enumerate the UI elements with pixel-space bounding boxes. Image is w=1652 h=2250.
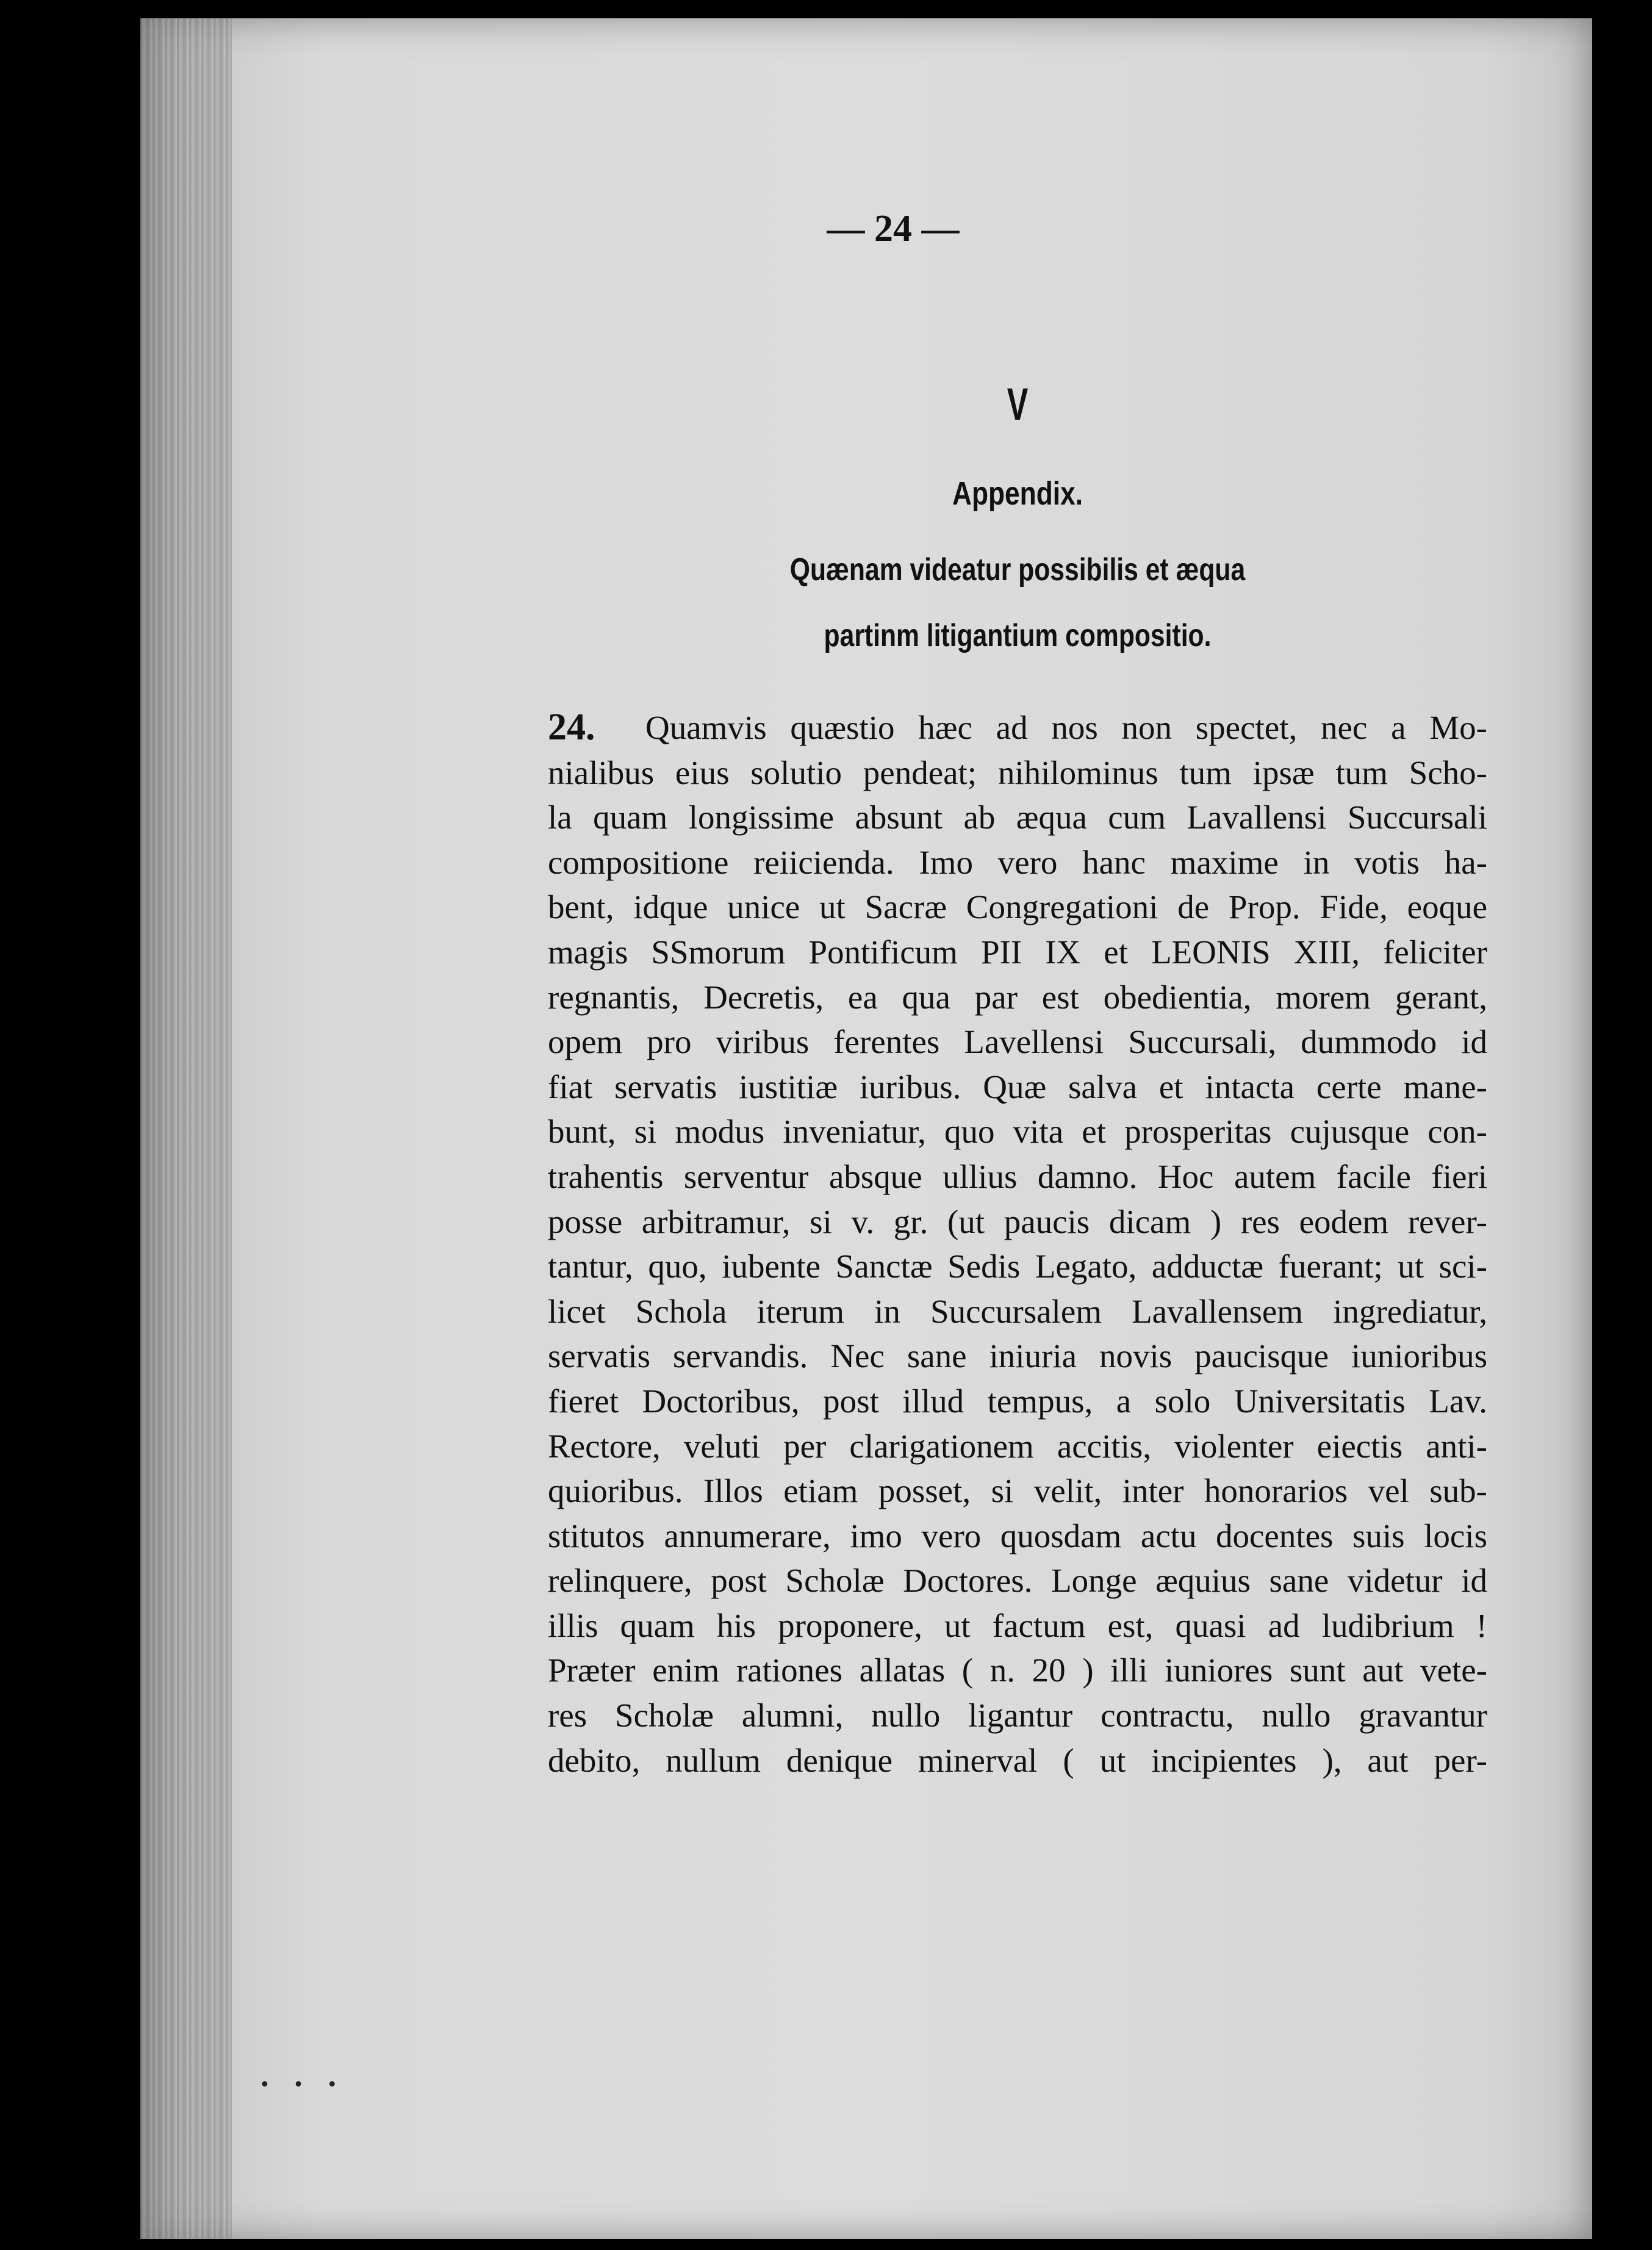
paragraph-line: tantur, quo, iubente Sanctæ Sedis Legato, adductæ fuerant; ut sci- [548, 1248, 1487, 1285]
paragraph-line: posse arbitramur, si v. gr. (ut paucis dicam ) res eodem rever- [548, 1202, 1487, 1240]
paragraph-line: nialibus eius solutio pendeat; nihilominus tum ipsæ tum Scho- [548, 753, 1487, 791]
section-numeral: V [1007, 379, 1029, 430]
paragraph-line: licet Schola iterum in Succursalem Lavallensem ingrediatur, [548, 1292, 1487, 1330]
section-heading: Appendix. [952, 475, 1083, 512]
section-subtitle-line-1: Quænam videatur possibilis et æqua [789, 552, 1246, 588]
page-number: — 24 — [827, 208, 960, 250]
section-subtitle-line-2: partinm litigantium compositio. [824, 618, 1212, 653]
page-text-block [548, 348, 1487, 1783]
paragraph-line: opem pro viribus ferentes Lavellensi Succursali, dummodo id [548, 1023, 1487, 1061]
paragraph-line: fiat servatis iustitiæ iuribus. Quæ salva et intacta certe mane- [548, 1068, 1487, 1105]
paragraph-line: quioribus. Illos etiam posset, si velit, inter honorarios vel sub- [548, 1472, 1487, 1510]
paragraph-line [548, 705, 1487, 750]
paragraph-line: servatis servandis. Nec sane iniuria novis paucisque iunioribus [548, 1337, 1487, 1375]
paragraph-line: la quam longissime absunt ab æqua cum Lavallensi Succursali [548, 799, 1487, 836]
paragraph-line: res Scholæ alumni, nullo ligantur contractu, nullo gravantur [548, 1697, 1487, 1734]
paragraph-number: 24. [548, 706, 595, 748]
paragraph-line-text: Quamvis quæstio hæc ad nos non spectet, nec a Mo- [645, 709, 1487, 746]
section-subtitle [633, 537, 1403, 669]
page-binding-shadow [140, 18, 232, 2239]
paragraph-line: bent, idque unice ut Sacræ Congregationi de Prop. Fide, eoque [548, 888, 1487, 926]
paragraph-line: bunt, si modus inveniatur, quo vita et prosperitas cujusque con- [548, 1113, 1487, 1151]
paragraph-line: fieret Doctoribus, post illud tempus, a solo Universitatis Lav. [548, 1382, 1487, 1420]
paragraph-line: illis quam his proponere, ut factum est, quasi ad ludibrium ! [548, 1606, 1487, 1644]
paragraph-line: compositione reiicienda. Imo vero hanc maxime in votis ha- [548, 843, 1487, 881]
paragraph-line: regnantis, Decretis, ea qua par est obedientia, morem gerant, [548, 978, 1487, 1016]
paragraph-line: stitutos annumerare, imo vero quosdam actu docentes suis locis [548, 1517, 1487, 1555]
paragraph-line: debito, nullum denique minerval ( ut incipientes ), aut per- [548, 1741, 1487, 1779]
margin-specks: • • • [259, 2074, 347, 2096]
paragraph-line: relinquere, post Scholæ Doctores. Longe æquius sane videtur id [548, 1562, 1487, 1600]
paragraph-line: Rectore, veluti per clarigationem accitis, violenter eiectis anti- [548, 1427, 1487, 1465]
body-paragraph [548, 705, 1487, 1783]
paragraph-line: magis SSmorum Pontificum PII IX et LEONIS XIII, feliciter [548, 933, 1487, 971]
paragraph-line: Præter enim rationes allatas ( n. 20 ) illi iuniores sunt aut vete- [548, 1652, 1487, 1689]
paragraph-line: trahentis serventur absque ullius damno. Hoc autem facile fieri [548, 1157, 1487, 1195]
